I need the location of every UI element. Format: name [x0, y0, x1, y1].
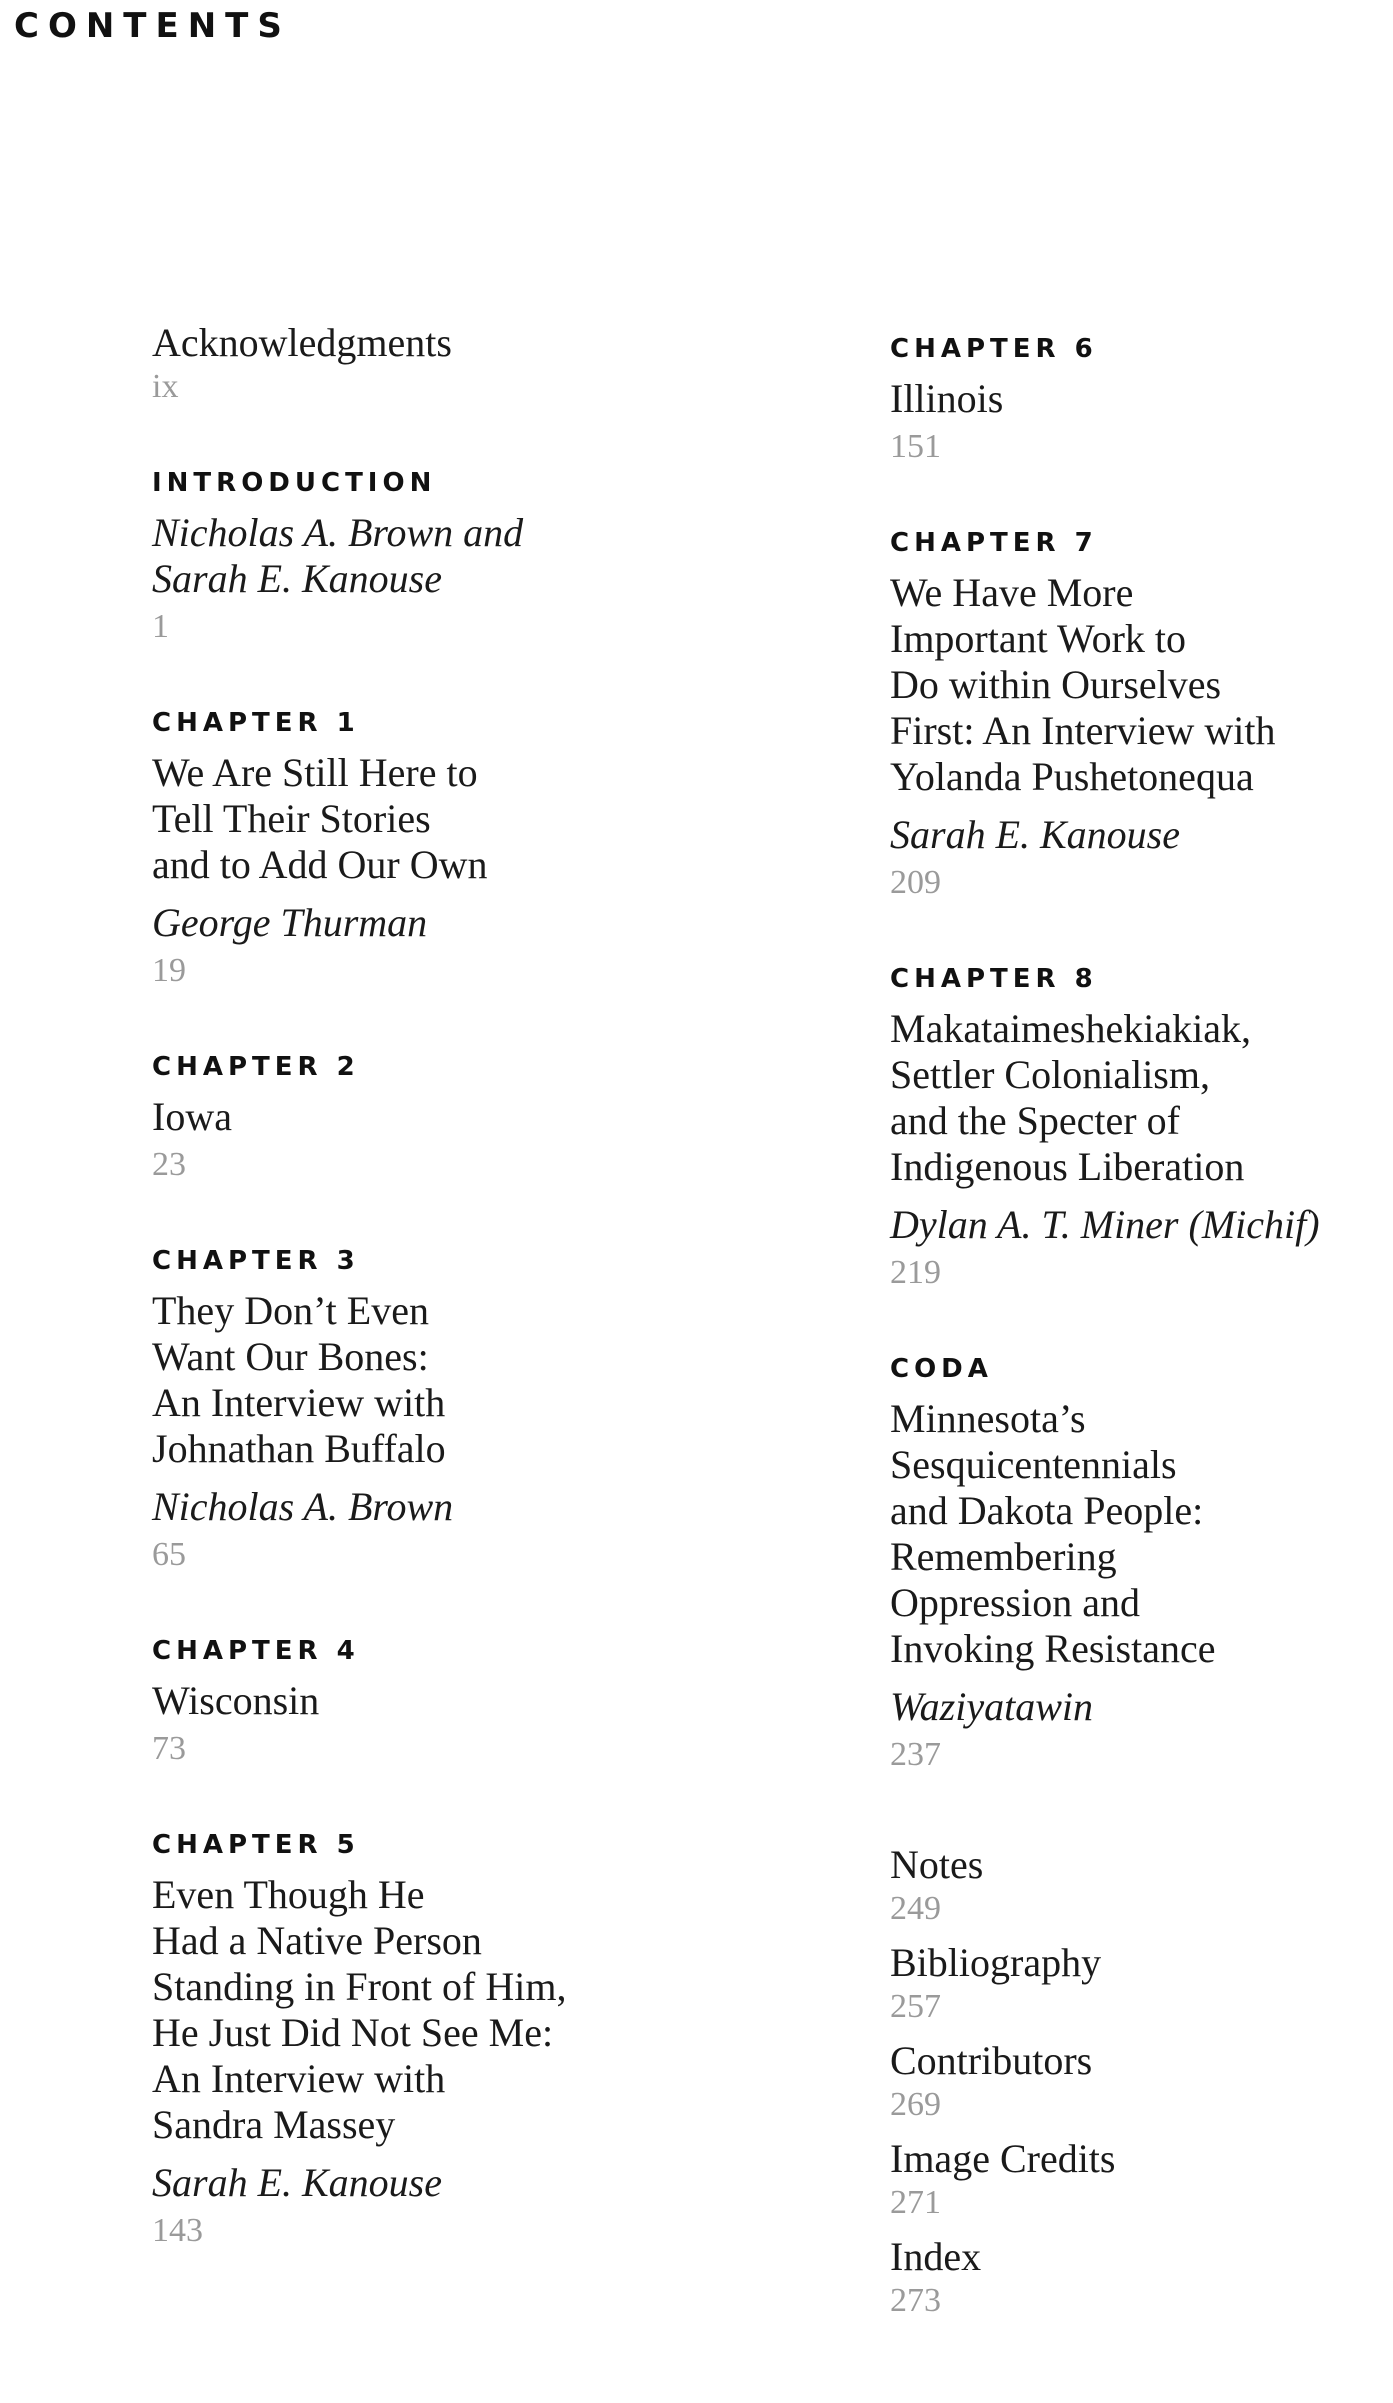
entry-author: Nicholas A. Brown: [152, 1484, 454, 1529]
entry-title: Minnesota’s Sesquicentennials and Dakota People: Remembering Oppression and Invoking Resistance: [890, 1396, 1216, 1671]
toc-entry-bibliography: [890, 1940, 1390, 2028]
page-number: 151: [890, 428, 941, 465]
chapter-label: CHAPTER 2: [152, 1052, 360, 1082]
page-number: 65: [152, 1536, 186, 1573]
entry-title: Even Though He Had a Native Person Standing in Front of Him, He Just Did Not See Me: An Interview with Sandra Massey: [152, 1872, 567, 2147]
entry-title: Makataimeshekiakiak, Settler Colonialism, and the Specter of Indigenous Liberation: [890, 1006, 1251, 1189]
page-number: 271: [890, 2184, 941, 2221]
back-matter-list: [890, 1842, 1390, 2322]
entry-author: Nicholas A. Brown and Sarah E. Kanouse: [152, 510, 524, 601]
chapter-label: CHAPTER 1: [152, 708, 360, 738]
entry-title: Index: [890, 2234, 982, 2279]
toc-entry-chapter-2: [152, 1048, 772, 1186]
entry-title: Illinois: [890, 376, 1004, 421]
toc-entry-index: [890, 2234, 1390, 2322]
toc-entry-chapter-5: [152, 1826, 772, 2252]
toc-entry-chapter-8: [890, 960, 1390, 1294]
page-number: ix: [152, 368, 179, 405]
page-number: 1: [152, 608, 169, 645]
page-number: 273: [890, 2282, 941, 2319]
entry-title: Image Credits: [890, 2136, 1116, 2181]
entry-title: Contributors: [890, 2038, 1093, 2083]
page-number: 237: [890, 1736, 941, 1773]
page-number: 19: [152, 952, 186, 989]
entry-author: Waziyatawin: [890, 1684, 1093, 1729]
toc-entry-coda: [890, 1350, 1390, 1776]
chapter-label: CHAPTER 3: [152, 1246, 360, 1276]
chapter-label: CHAPTER 5: [152, 1830, 360, 1860]
page-number: 143: [152, 2212, 203, 2249]
toc-entry-chapter-3: [152, 1242, 772, 1576]
toc-entry-chapter-1: [152, 704, 772, 992]
toc-entry-acknowledgments: [152, 320, 772, 408]
entry-author: Sarah E. Kanouse: [152, 2160, 442, 2205]
page-number: 73: [152, 1730, 186, 1767]
chapter-label: CHAPTER 7: [890, 528, 1098, 558]
toc-entry-introduction: [152, 464, 772, 648]
entry-title: We Have More Important Work to Do within Ourselves First: An Interview with Yolanda Pushetonequa: [890, 570, 1276, 799]
chapter-label: INTRODUCTION: [152, 468, 437, 498]
page-number: 257: [890, 1988, 941, 2025]
entry-author: George Thurman: [152, 900, 428, 945]
toc-entry-chapter-4: [152, 1632, 772, 1770]
toc-right-column: [890, 330, 1390, 2322]
entry-author: Dylan A. T. Miner (Michif): [890, 1202, 1320, 1247]
toc-left-column: [152, 320, 772, 2252]
entry-title: Iowa: [152, 1094, 232, 1139]
entry-author: Sarah E. Kanouse: [890, 812, 1180, 857]
toc-entry-chapter-6: [890, 330, 1390, 468]
chapter-label: CHAPTER 4: [152, 1636, 360, 1666]
page-title: CONTENTS: [14, 6, 291, 46]
toc-entry-notes: [890, 1842, 1390, 1930]
entry-title: Wisconsin: [152, 1678, 320, 1723]
entry-title: They Don’t Even Want Our Bones: An Interview with Johnathan Buffalo: [152, 1288, 446, 1471]
page-number: 209: [890, 864, 941, 901]
entry-title: Acknowledgments: [152, 320, 452, 365]
chapter-label: CODA: [890, 1354, 993, 1384]
toc-entry-image-credits: [890, 2136, 1390, 2224]
toc-entry-contributors: [890, 2038, 1390, 2126]
entry-title: Bibliography: [890, 1940, 1102, 1985]
page-number: 219: [890, 1254, 941, 1291]
chapter-label: CHAPTER 6: [890, 334, 1098, 364]
page-number: 249: [890, 1890, 941, 1927]
page-number: 269: [890, 2086, 941, 2123]
entry-title: We Are Still Here to Tell Their Stories and to Add Our Own: [152, 750, 488, 887]
entry-title: Notes: [890, 1842, 984, 1887]
page-number: 23: [152, 1146, 186, 1183]
chapter-label: CHAPTER 8: [890, 964, 1098, 994]
toc-entry-chapter-7: [890, 524, 1390, 904]
